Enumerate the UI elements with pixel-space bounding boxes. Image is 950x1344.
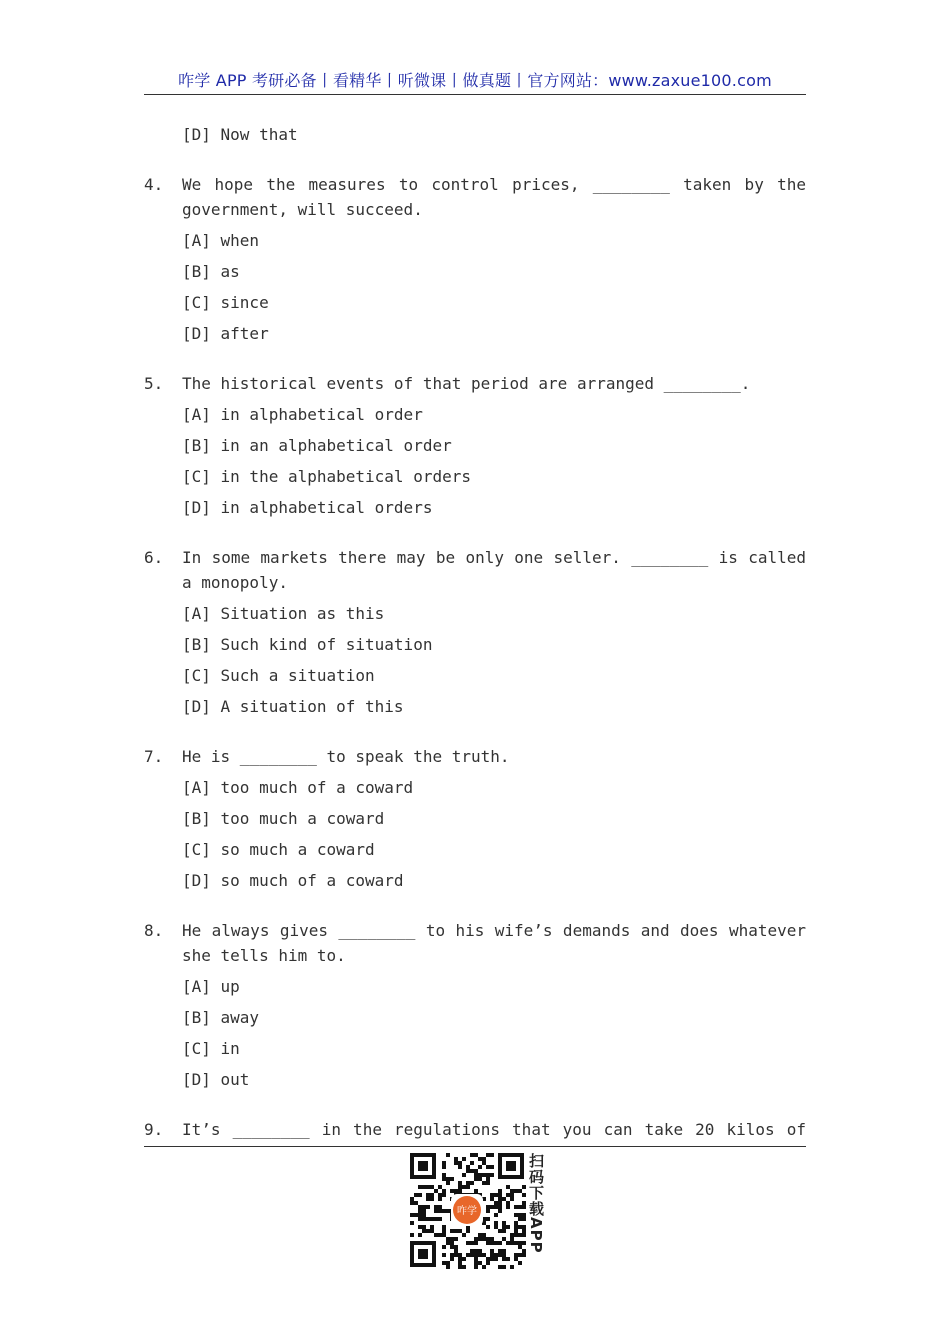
qr-module [490, 1165, 494, 1169]
qr-module [494, 1213, 498, 1217]
option-c: [C] Such a situation [182, 666, 375, 685]
footer-rule [144, 1146, 806, 1147]
qr-module [442, 1193, 446, 1197]
qr-module [514, 1233, 518, 1237]
download-qr-code[interactable] [408, 1151, 526, 1269]
qr-module [482, 1253, 486, 1257]
question-stem: It’s ________ in the regulations that you can take 20 kilos of [182, 1120, 806, 1139]
qr-module [506, 1205, 510, 1209]
qr-module [478, 1165, 482, 1169]
question-stem: We hope the measures to control prices, ________ taken by the government, will succeed. [182, 175, 806, 219]
qr-module [514, 1221, 518, 1225]
qr-module [450, 1245, 454, 1249]
option-b: [B] Such kind of situation [182, 635, 433, 654]
qr-module [418, 1213, 422, 1217]
qr-module [418, 1225, 422, 1229]
qr-module [478, 1261, 482, 1265]
qr-module [434, 1189, 438, 1193]
qr-module [458, 1257, 462, 1261]
qr-module [454, 1245, 458, 1249]
qr-module [502, 1237, 506, 1241]
qr-module [470, 1169, 474, 1173]
qr-module [498, 1193, 502, 1197]
qr-module [474, 1261, 478, 1265]
qr-module [438, 1197, 442, 1201]
qr-module [486, 1217, 490, 1221]
qr-module [470, 1249, 474, 1253]
qr-module [462, 1185, 466, 1189]
qr-module [454, 1189, 458, 1193]
qr-module [482, 1237, 486, 1241]
qr-module [502, 1257, 506, 1261]
qr-module [518, 1213, 522, 1217]
qr-module [450, 1253, 454, 1257]
qr-module [426, 1229, 430, 1233]
qr-module [482, 1173, 486, 1177]
qr-module [426, 1197, 430, 1201]
qr-module [434, 1209, 438, 1213]
qr-module [486, 1261, 490, 1265]
question-number: 6. [144, 548, 164, 567]
qr-module [478, 1157, 482, 1161]
qr-module [422, 1225, 426, 1229]
qr-module [442, 1261, 446, 1265]
option-d: [D] after [182, 324, 269, 343]
question-4 [144, 172, 806, 352]
qr-module [486, 1205, 490, 1209]
qr-module [426, 1217, 430, 1221]
qr-module [442, 1233, 446, 1237]
qr-module [518, 1189, 522, 1193]
qr-module [454, 1229, 458, 1233]
qr-module [482, 1161, 486, 1165]
qr-module [450, 1177, 454, 1181]
option-b: [B] too much a coward [182, 809, 385, 828]
qr-module [498, 1265, 502, 1269]
qr-module [470, 1153, 474, 1157]
qr-module [442, 1173, 446, 1177]
qr-download-label: 扫码下载APP [527, 1153, 545, 1254]
qr-module [482, 1233, 486, 1237]
qr-module [510, 1193, 514, 1197]
qr-module [518, 1241, 522, 1245]
qr-module [494, 1221, 498, 1225]
qr-module [454, 1253, 458, 1257]
question-number: 8. [144, 921, 164, 940]
qr-module [442, 1245, 446, 1249]
option-line: [D] Now that [182, 125, 298, 144]
qr-module [506, 1257, 510, 1261]
qr-module [458, 1181, 462, 1185]
qr-module [430, 1229, 434, 1233]
question-stem: The historical events of that period are arranged ________. [182, 374, 751, 393]
option-c: [C] in the alphabetical orders [182, 467, 471, 486]
qr-module [490, 1153, 494, 1157]
qr-module [490, 1257, 494, 1261]
question-list [144, 122, 806, 1142]
qr-module [514, 1205, 518, 1209]
qr-module [498, 1189, 502, 1193]
question-number: 5. [144, 374, 164, 393]
qr-module [486, 1241, 490, 1245]
qr-module [502, 1221, 506, 1225]
qr-module [494, 1225, 498, 1229]
qr-module [486, 1181, 490, 1185]
qr-module [438, 1209, 442, 1213]
qr-module [510, 1197, 514, 1201]
qr-module [490, 1173, 494, 1177]
app-logo-text: 咋学 [457, 1206, 477, 1217]
qr-module [514, 1225, 518, 1229]
qr-module [490, 1237, 494, 1241]
qr-module [478, 1177, 482, 1181]
qr-module [502, 1249, 506, 1253]
qr-module [502, 1229, 506, 1233]
qr-module [450, 1237, 454, 1241]
qr-module [478, 1237, 482, 1241]
qr-module [510, 1241, 514, 1245]
qr-module [494, 1253, 498, 1257]
qr-module [446, 1181, 450, 1185]
question-number: 4. [144, 175, 164, 194]
qr-module [474, 1257, 478, 1261]
qr-module [486, 1177, 490, 1181]
qr-module [454, 1157, 458, 1161]
qr-module [462, 1233, 466, 1237]
qr-module [498, 1253, 502, 1257]
qr-module [470, 1241, 474, 1245]
qr-module [502, 1197, 506, 1201]
qr-module [506, 1241, 510, 1245]
qr-module [426, 1205, 430, 1209]
qr-module [478, 1173, 482, 1177]
question-6 [144, 545, 806, 725]
qr-module [486, 1209, 490, 1213]
option-a: [A] in alphabetical order [182, 405, 423, 424]
qr-module [458, 1189, 462, 1193]
qr-module [458, 1253, 462, 1257]
qr-module [414, 1193, 418, 1197]
qr-module [410, 1197, 414, 1201]
qr-module [458, 1229, 462, 1233]
qr-module [462, 1157, 466, 1161]
qr-module [474, 1249, 478, 1253]
qr-module [434, 1217, 438, 1221]
qr-module [474, 1241, 478, 1245]
qr-module [422, 1205, 426, 1209]
qr-module [474, 1173, 478, 1177]
qr-module [466, 1241, 470, 1245]
qr-module [474, 1253, 478, 1257]
qr-module [442, 1161, 446, 1165]
qr-module [486, 1225, 490, 1229]
option-a: [A] too much of a coward [182, 778, 414, 797]
qr-module [430, 1185, 434, 1189]
qr-module [502, 1225, 506, 1229]
qr-module [498, 1205, 502, 1209]
qr-module [418, 1185, 422, 1189]
question-stem: He is ________ to speak the truth. [182, 747, 510, 766]
qr-module [430, 1225, 434, 1229]
question-9 [144, 1117, 806, 1142]
qr-module [518, 1205, 522, 1209]
qr-module [498, 1249, 502, 1253]
qr-module [510, 1237, 514, 1241]
question-5 [144, 371, 806, 526]
qr-module [498, 1229, 502, 1233]
qr-module [442, 1253, 446, 1257]
qr-module [430, 1217, 434, 1221]
option-a: [A] when [182, 231, 260, 250]
qr-module [518, 1217, 522, 1221]
header-rule [144, 94, 806, 95]
qr-module [466, 1185, 470, 1189]
qr-module [478, 1233, 482, 1237]
qr-module [442, 1177, 446, 1181]
qr-module [450, 1241, 454, 1245]
qr-module [418, 1205, 422, 1209]
qr-module [438, 1233, 442, 1237]
qr-module [422, 1213, 426, 1217]
qr-module [490, 1249, 494, 1253]
qr-module [466, 1229, 470, 1233]
qr-module [430, 1197, 434, 1201]
qr-module [514, 1257, 518, 1261]
question-stem: He always gives ________ to his wife’s demands and does whatever she tells him to. [182, 921, 806, 965]
qr-module [490, 1193, 494, 1197]
option-c: [C] since [182, 293, 269, 312]
qr-module [414, 1213, 418, 1217]
qr-module [474, 1153, 478, 1157]
qr-module [506, 1193, 510, 1197]
qr-module [470, 1181, 474, 1185]
qr-module [470, 1161, 474, 1165]
qr-module [450, 1189, 454, 1193]
qr-module [438, 1185, 442, 1189]
qr-module [478, 1253, 482, 1257]
qr-module [466, 1253, 470, 1257]
option-d: [D] out [182, 1070, 250, 1089]
qr-module [474, 1169, 478, 1173]
qr-module [490, 1241, 494, 1245]
qr-module [450, 1229, 454, 1233]
option-c: [C] in [182, 1039, 240, 1058]
qr-module [410, 1201, 414, 1205]
qr-module [410, 1233, 414, 1237]
qr-module [410, 1221, 414, 1225]
qr-module [486, 1165, 490, 1169]
qr-module [474, 1237, 478, 1241]
qr-module [446, 1241, 450, 1245]
qr-module [442, 1165, 446, 1169]
qr-module [446, 1265, 450, 1269]
qr-module [486, 1237, 490, 1241]
qr-module [458, 1161, 462, 1165]
qr-module [506, 1185, 510, 1189]
qr-module [470, 1253, 474, 1257]
qr-module [454, 1249, 458, 1253]
option-b: [B] away [182, 1008, 260, 1027]
qr-module [434, 1233, 438, 1237]
qr-module [510, 1189, 514, 1193]
qr-module [438, 1193, 442, 1197]
qr-module [482, 1181, 486, 1185]
qr-module [422, 1229, 426, 1233]
qr-module [422, 1217, 426, 1221]
qr-module [482, 1265, 486, 1269]
qr-module [458, 1185, 462, 1189]
qr-module [446, 1209, 450, 1213]
qr-module [506, 1225, 510, 1229]
qr-module [474, 1177, 478, 1181]
qr-module [462, 1257, 466, 1261]
option-a: [A] up [182, 977, 240, 996]
qr-module [518, 1261, 522, 1265]
qr-code-icon [408, 1151, 526, 1269]
option-b: [B] as [182, 262, 240, 281]
qr-module [510, 1233, 514, 1237]
qr-module [514, 1213, 518, 1217]
qr-module [442, 1229, 446, 1233]
qr-module [514, 1229, 518, 1233]
qr-module [438, 1217, 442, 1221]
qr-module [446, 1153, 450, 1157]
question-7 [144, 744, 806, 899]
qr-module [518, 1253, 522, 1257]
qr-module [474, 1265, 478, 1269]
qr-module [446, 1261, 450, 1265]
option-c: [C] so much a coward [182, 840, 375, 859]
option-d: [D] so much of a coward [182, 871, 404, 890]
question-8 [144, 918, 806, 1098]
option-d: [D] in alphabetical orders [182, 498, 433, 517]
option-d: [D] A situation of this [182, 697, 404, 716]
question-number: 9. [144, 1120, 164, 1139]
qr-module [458, 1261, 462, 1265]
qr-module [410, 1213, 414, 1217]
qr-module [490, 1205, 494, 1209]
qr-module [418, 1209, 422, 1213]
question-stem: In some markets there may be only one seller. ________ is called a monopoly. [182, 548, 806, 592]
qr-module [446, 1237, 450, 1241]
question-number: 7. [144, 747, 164, 766]
qr-module [486, 1153, 490, 1157]
qr-module [486, 1257, 490, 1261]
option-a: [A] Situation as this [182, 604, 385, 623]
qr-module [450, 1257, 454, 1261]
qr-module [442, 1189, 446, 1193]
qr-module [490, 1197, 494, 1201]
qr-module [414, 1201, 418, 1205]
qr-module [418, 1233, 422, 1237]
qr-module [446, 1177, 450, 1181]
qr-module [442, 1209, 446, 1213]
qr-module [518, 1233, 522, 1237]
qr-module [482, 1157, 486, 1161]
qr-module [498, 1197, 502, 1201]
qr-module [514, 1189, 518, 1193]
qr-module [486, 1173, 490, 1177]
qr-module [430, 1193, 434, 1197]
qr-module [442, 1225, 446, 1229]
qr-module [422, 1185, 426, 1189]
qr-module [438, 1205, 442, 1209]
qr-module [514, 1253, 518, 1257]
qr-module [454, 1237, 458, 1241]
qr-module [478, 1249, 482, 1253]
qr-module [498, 1241, 502, 1245]
qr-module [418, 1217, 422, 1221]
qr-module [494, 1193, 498, 1197]
page-header[interactable]: 咋学 APP 考研必备丨看精华丨听微课丨做真题丨官方网站：www.zaxue100.com [178, 71, 772, 90]
qr-module [490, 1253, 494, 1257]
qr-module [454, 1161, 458, 1165]
qr-module [466, 1165, 470, 1169]
qr-module [518, 1225, 522, 1229]
qr-module [426, 1193, 430, 1197]
qr-module [498, 1209, 502, 1213]
qr-module [462, 1265, 466, 1269]
qr-module [458, 1165, 462, 1169]
qr-module [510, 1265, 514, 1269]
qr-module [466, 1169, 470, 1173]
qr-module [422, 1209, 426, 1213]
option-b: [B] in an alphabetical order [182, 436, 452, 455]
qr-module [502, 1265, 506, 1269]
qr-module [494, 1241, 498, 1245]
qr-module [494, 1201, 498, 1205]
qr-module [462, 1173, 466, 1177]
qr-module [418, 1193, 422, 1197]
qr-module [434, 1205, 438, 1209]
qr-module [474, 1189, 478, 1193]
qr-module [494, 1205, 498, 1209]
qr-module [426, 1185, 430, 1189]
qr-module [514, 1241, 518, 1245]
qr-module [506, 1201, 510, 1205]
qr-module [502, 1253, 506, 1257]
qr-module [518, 1245, 522, 1249]
qr-module [494, 1257, 498, 1261]
qr-module [498, 1201, 502, 1205]
qr-module [458, 1265, 462, 1269]
qr-module [466, 1181, 470, 1185]
